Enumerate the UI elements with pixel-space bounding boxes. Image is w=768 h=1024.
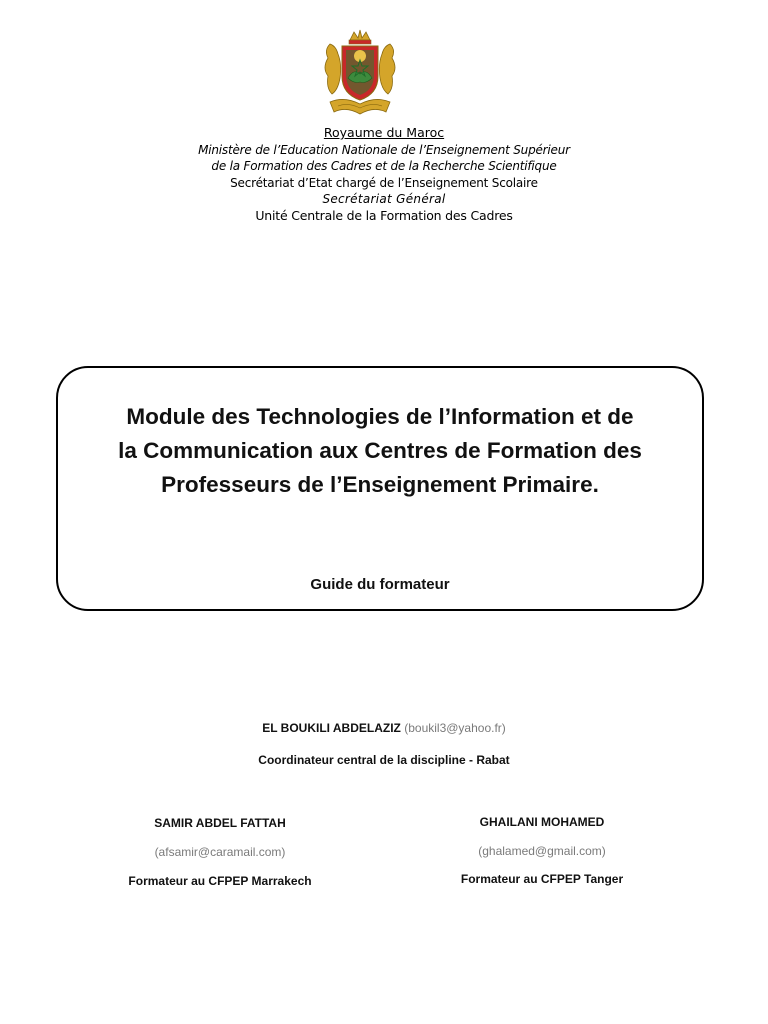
main-author-role: Coordinateur central de la discipline - Rabat: [258, 753, 510, 767]
secretariat-line: Secrétariat d’Etat chargé de l’Enseignement Scolaire: [230, 175, 538, 190]
left-author-role: Formateur au CFPEP Marrakech: [128, 874, 312, 888]
secretariat-general-line: Secrétariat Général: [322, 192, 446, 206]
document-title-line-3: Professeurs de l’Enseignement Primaire.: [161, 472, 599, 497]
left-author-name: SAMIR ABDEL FATTAH: [154, 816, 286, 830]
ministry-line-2: de la Formation des Cadres et de la Recherche Scientifique: [211, 159, 557, 173]
main-author-name: EL BOUKILI ABDELAZIZ: [262, 721, 401, 735]
document-subtitle: Guide du formateur: [310, 576, 450, 593]
right-author-role: Formateur au CFPEP Tanger: [460, 872, 624, 886]
title-box: [56, 366, 704, 611]
unit-line: Unité Centrale de la Formation des Cadres: [255, 207, 513, 223]
document-title-line-1: Module des Technologies de l’Information et de: [126, 404, 634, 429]
right-author-name: GHAILANI MOHAMED: [479, 815, 605, 829]
document-title-line-2: la Communication aux Centres de Formation des: [118, 438, 642, 463]
main-author-email: (boukil3@yahoo.fr): [404, 721, 506, 735]
kingdom-name: Royaume du Maroc: [323, 125, 445, 140]
moroccan-coat-of-arms-icon: [318, 28, 402, 118]
institution-header: [100, 125, 668, 224]
right-author-email: (ghalamed@gmail.com): [478, 844, 606, 858]
ministry-line-1: Ministère de l’Education Nationale de l’Enseignement Supérieur: [198, 142, 570, 157]
left-author-email: (afsamir@caramail.com): [154, 845, 286, 859]
document-title: [58, 400, 702, 502]
main-author-line: [0, 721, 768, 735]
